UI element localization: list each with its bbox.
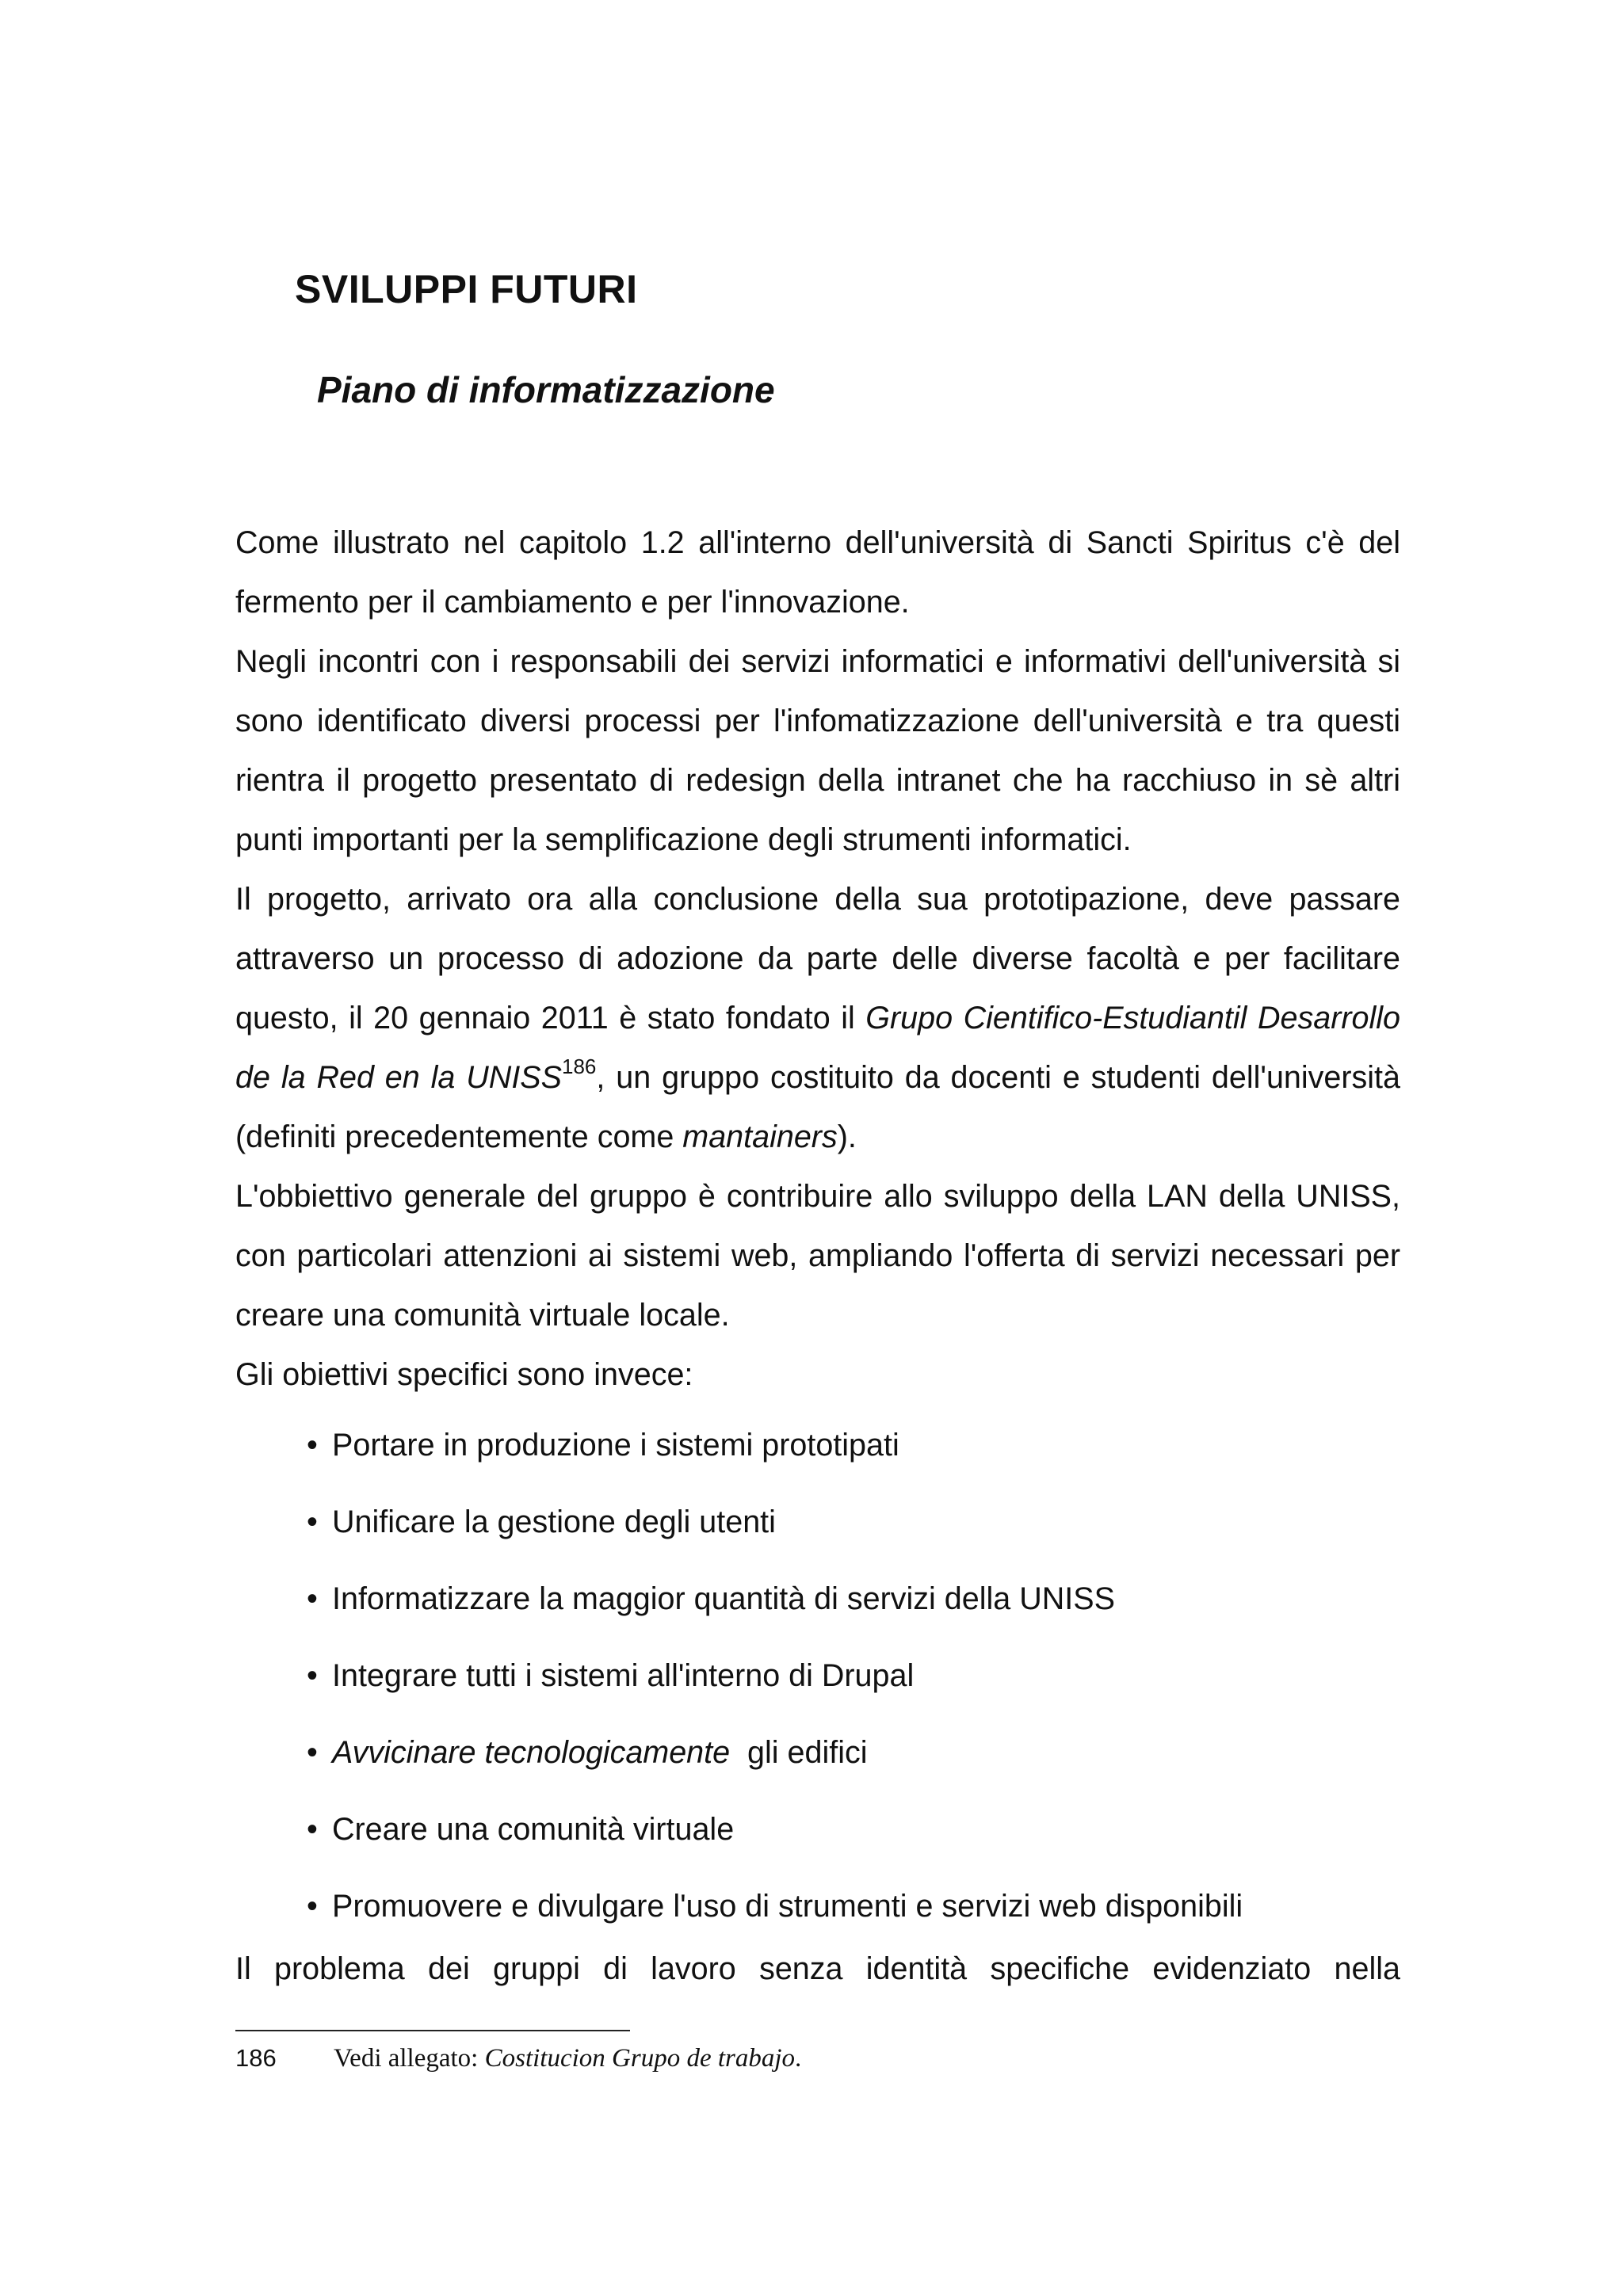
- footnote-reference: 186: [562, 1055, 597, 1078]
- footnote-end: .: [795, 2044, 802, 2073]
- list-item-text-italic: Avvicinare tecnologicamente: [332, 1735, 731, 1770]
- list-item: [307, 1714, 1400, 1791]
- bullet-icon: •: [307, 1658, 318, 1693]
- body-text: [235, 513, 1400, 1999]
- list-item: [307, 1561, 1400, 1638]
- bullet-icon: •: [307, 1505, 318, 1539]
- paragraph-3-text-before: Il progetto, arrivato ora alla conclusione della sua prototipazione, deve passare attraverso un processo di adozione da parte delle diverse facoltà e per facilitare questo, il 20 gennaio 2011 è stato fondato il: [235, 882, 1400, 1035]
- list-item-text: Creare una comunità virtuale: [332, 1812, 735, 1847]
- list-item-text: gli edifici: [730, 1735, 868, 1770]
- objectives-list: [307, 1407, 1400, 1945]
- bullet-icon: •: [307, 1889, 318, 1924]
- list-item-text: Promuovere e divulgare l'uso di strumenti e servizi web disponibili: [332, 1889, 1243, 1924]
- paragraph-2: Negli incontri con i responsabili dei servizi informatici e informativi dell'università si sono identificato diversi processi per l'infomatizzazione dell'università e tra questi rientra il progetto presentato di redesign della intranet che ha racchiuso in sè altri punti importanti per la semplificazione degli strumenti informatici.: [235, 644, 1400, 857]
- section-subtitle: Piano di informatizzazione: [317, 369, 775, 410]
- chapter-title: SVILUPPI FUTURI: [295, 267, 638, 311]
- bullet-icon: •: [307, 1812, 318, 1847]
- footnote-text: [334, 2044, 801, 2073]
- group-name: Grupo Cientifico-Estudiantil Desarrollo de la Red en la UNISS: [235, 1001, 1400, 1095]
- paragraph-3: [235, 870, 1400, 1167]
- list-item: [307, 1407, 1400, 1484]
- footnote-divider: [235, 2030, 630, 2031]
- bullet-icon: •: [307, 1581, 318, 1616]
- footnote-label: Vedi allegato:: [334, 2044, 485, 2073]
- footnote-source: Costitucion Grupo de trabajo: [484, 2044, 796, 2073]
- footnote: [235, 2044, 801, 2073]
- term-mantainers: mantainers: [682, 1119, 838, 1154]
- footnote-number: 186: [235, 2044, 277, 2072]
- list-item-text: Informatizzare la maggior quantità di servizi della UNISS: [332, 1581, 1115, 1616]
- list-item: [307, 1791, 1400, 1868]
- paragraph-1: Come illustrato nel capitolo 1.2 all'interno dell'università di Sancti Spiritus c'è del fermento per il cambiamento e per l'innovazione.: [235, 525, 1400, 620]
- bullet-icon: •: [307, 1735, 318, 1770]
- paragraph-3-text-middle: , un gruppo costituito da docenti e studenti dell'università (definiti precedentemente come: [235, 1060, 1400, 1154]
- bullet-icon: •: [307, 1428, 318, 1463]
- paragraph-3-text-after: ).: [837, 1119, 857, 1154]
- list-item-text: Unificare la gestione degli utenti: [332, 1505, 776, 1539]
- list-item: [307, 1638, 1400, 1714]
- list-item: [307, 1868, 1400, 1945]
- paragraph-6: Il problema dei gruppi di lavoro senza identità specifiche evidenziato nella: [235, 1951, 1400, 1986]
- list-item-text: Portare in produzione i sistemi prototipati: [332, 1428, 899, 1463]
- paragraph-5: Gli obiettivi specifici sono invece:: [235, 1357, 693, 1392]
- list-item: [307, 1484, 1400, 1561]
- paragraph-4: L'obbiettivo generale del gruppo è contribuire allo sviluppo della LAN della UNISS, con particolari attenzioni ai sistemi web, ampliando l'offerta di servizi necessari per creare una comunità virtuale locale.: [235, 1179, 1400, 1333]
- list-item-text: Integrare tutti i sistemi all'interno di Drupal: [332, 1658, 915, 1693]
